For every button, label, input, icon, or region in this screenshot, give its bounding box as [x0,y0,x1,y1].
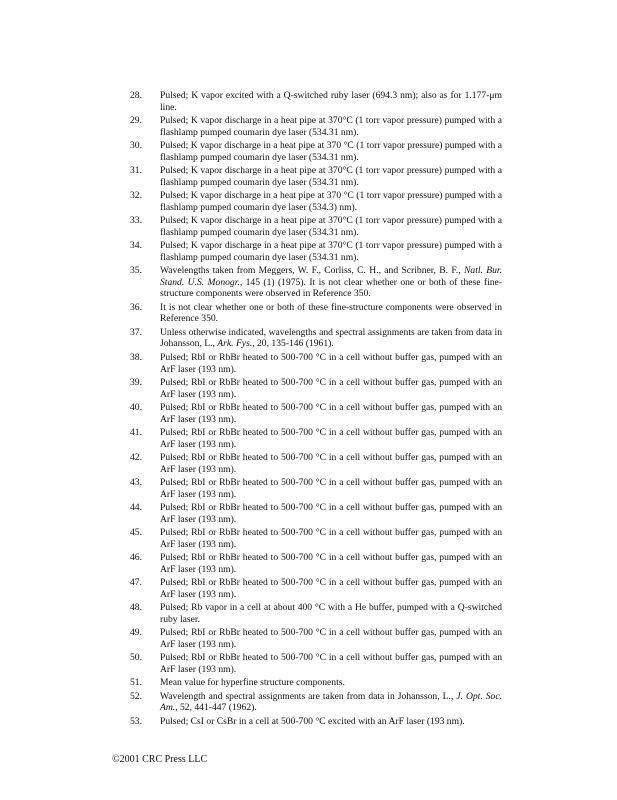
footnote-item [130,265,502,300]
footnote-text: Pulsed; RbI or RbBr heated to 500-700 °C in a cell without buffer gas, pumped with an ArF laser (193 nm). [160,527,502,550]
footnote-number: 42. [130,452,142,464]
footnote-item [130,140,502,163]
footnote-number: 34. [130,240,142,252]
footnote-text: Pulsed; CsI or CsBr in a cell at 500-700 °C excited with an ArF laser (193 nm). [160,715,465,727]
footnote-item [130,402,502,425]
footnote-number: 31. [130,165,142,177]
footnote-text-part: Wavelength and spectral assignments are taken from data in Johansson, L., [160,690,457,702]
footnote-number: 29. [130,115,142,127]
footnote-item [130,602,502,625]
footnote-item [130,115,502,138]
footnote-text [160,327,502,350]
footnote-item [130,427,502,450]
footnote-text: Pulsed; RbI or RbBr heated to 500-700 °C in a cell without buffer gas, pumped with an ArF laser (193 nm). [160,627,502,650]
footnote-number: 37. [130,326,142,338]
footnote-text: Pulsed; Rb vapor in a cell at about 400 °C with a He buffer, pumped with a Q-switched ruby laser. [160,602,502,625]
journal-title: J. Opt. Soc. Am. [160,690,503,714]
footnote-text: Pulsed; RbI or RbBr heated to 500-700 °C in a cell without buffer gas, pumped with an ArF laser (193 nm). [160,652,502,675]
footnote-number: 32. [130,190,142,202]
journal-title: Natl. Bur. Stand. U.S. Monogr. [160,265,502,288]
footnote-item [130,527,502,550]
footnote-item [130,502,502,525]
footnote-number: 43. [130,477,142,489]
footnote-number: 30. [130,140,142,152]
footnote-number: 49. [130,627,142,639]
footnote-text: Pulsed; K vapor discharge in a heat pipe at 370°C (1 torr vapor pressure) pumped with a flashlamp pumped coumarin dye laser (534.31 nm). [160,115,502,138]
footnote-number: 50. [130,652,142,664]
footnote-text: Pulsed; K vapor discharge in a heat pipe at 370 °C (1 torr vapor pressure) pumped with a flashlamp pumped coumarin dye laser (534.31 nm). [160,140,502,163]
footnote-number: 45. [130,527,142,539]
footnote-item [130,552,502,575]
footnote-text: Mean value for hyperfine structure components. [160,677,345,689]
footnote-text: Pulsed; RbI or RbBr heated to 500-700 °C in a cell without buffer gas, pumped with an ArF laser (193 nm). [160,351,502,375]
footnote-number: 41. [130,427,142,438]
footnote-text-part: , 52, 441-447 (1962). [175,702,257,714]
footnote-number: 44. [130,502,142,514]
journal-title: Ark. Fys. [217,338,253,350]
footnote-item [130,302,502,325]
footnote-item [130,627,502,650]
footnote-item [130,691,502,714]
footnote-item [130,477,502,500]
footnote-text: Pulsed; RbI or RbBr heated to 500-700 °C in a cell without buffer gas, pumped with an ArF laser (193 nm). [160,502,502,525]
footnote-item [130,352,502,375]
footnote-text: Pulsed; K vapor discharge in a heat pipe at 370°C (1 torr vapor pressure) pumped with a flashlamp pumped coumarin dye laser (534.31 nm). [160,165,502,188]
footnote-item [130,240,502,263]
footnote-number: 46. [130,552,142,564]
footnote-number: 40. [130,401,142,413]
footnote-item [130,452,502,475]
footnote-item [130,716,502,728]
footnote-item [130,577,502,600]
footnote-text [160,691,502,714]
footnote-number: 36. [130,301,142,313]
footnote-item [130,165,502,188]
footnote-text: Pulsed; K vapor discharge in a heat pipe at 370 °C (1 torr vapor pressure) pumped with a flashlamp pumped coumarin dye laser (534.3) nm). [160,190,502,213]
footnote-text: Pulsed; K vapor discharge in a heat pipe at 370°C (1 torr vapor pressure) pumped with a flashlamp pumped coumarin dye laser (534.31 nm). [160,215,502,238]
footnote-item [130,652,502,675]
footnote-text-part: Wavelengths taken from Meggers, W. F., Corliss, C. H., and Scribner, B. F., [160,265,465,277]
footnote-list [130,90,502,729]
footnote-number: 38. [130,351,142,363]
footnote-number: 51. [130,677,142,689]
footnote-number: 33. [130,215,142,227]
footnote-item [130,190,502,213]
footnote-number: 52. [130,690,142,702]
copyright-footer: ©2001 CRC Press LLC [112,754,208,765]
footnote-text: It is not clear whether one or both of these fine-structure components were observed in Reference 350. [160,301,502,325]
footnote-item [130,327,502,350]
footnote-number: 47. [130,577,142,589]
footnote-number: 39. [130,376,142,388]
footnote-text-part: , 20, 135-146 (1961). [252,338,334,350]
footnote-number: 53. [130,715,142,727]
footnote-text: Pulsed; RbI or RbBr heated to 500-700 °C in a cell without buffer gas, pumped with an ArF laser (193 nm). [160,401,502,425]
footnote-text: Pulsed; RbI or RbBr heated to 500-700 °C in a cell without buffer gas, pumped with an ArF laser (193 nm). [160,577,502,600]
footnote-text: Pulsed; K vapor excited with a Q-switched ruby laser (694.3 nm); also as for 1.177-μm line. [160,90,502,113]
footnote-text-part: Unless otherwise indicated, wavelengths and spectral assignments are taken from data in Johansson, L., [160,326,502,350]
footnote-text: Pulsed; RbI or RbBr heated to 500-700 °C in a cell without buffer gas, pumped with an ArF laser (193 nm). [160,376,502,400]
footnote-number: 35. [130,265,142,277]
footnote-number: 48. [130,602,142,614]
footnote-item [130,90,502,113]
footnote-number: 28. [130,90,142,101]
footnote-text-part: , 145 (1) (1975). It is not clear whether one or both of these fine-structure components were observed in Reference 350. [160,276,502,300]
footnote-item [130,215,502,238]
footnote-text: Pulsed; RbI or RbBr heated to 500-700 °C in a cell without buffer gas, pumped with an ArF laser (193 nm). [160,427,502,450]
footnote-text [160,265,502,300]
footnote-text: Pulsed; RbI or RbBr heated to 500-700 °C in a cell without buffer gas, pumped with an ArF laser (193 nm). [160,552,502,575]
footnote-text: Pulsed; RbI or RbBr heated to 500-700 °C in a cell without buffer gas, pumped with an ArF laser (193 nm). [160,477,502,500]
footnote-item [130,377,502,400]
footnote-text: Pulsed; K vapor discharge in a heat pipe at 370°C (1 torr vapor pressure) pumped with a flashlamp pumped coumarin dye laser (534.31 nm). [160,240,502,263]
footnote-text: Pulsed; RbI or RbBr heated to 500-700 °C in a cell without buffer gas, pumped with an ArF laser (193 nm). [160,452,502,475]
footnote-item [130,677,502,689]
